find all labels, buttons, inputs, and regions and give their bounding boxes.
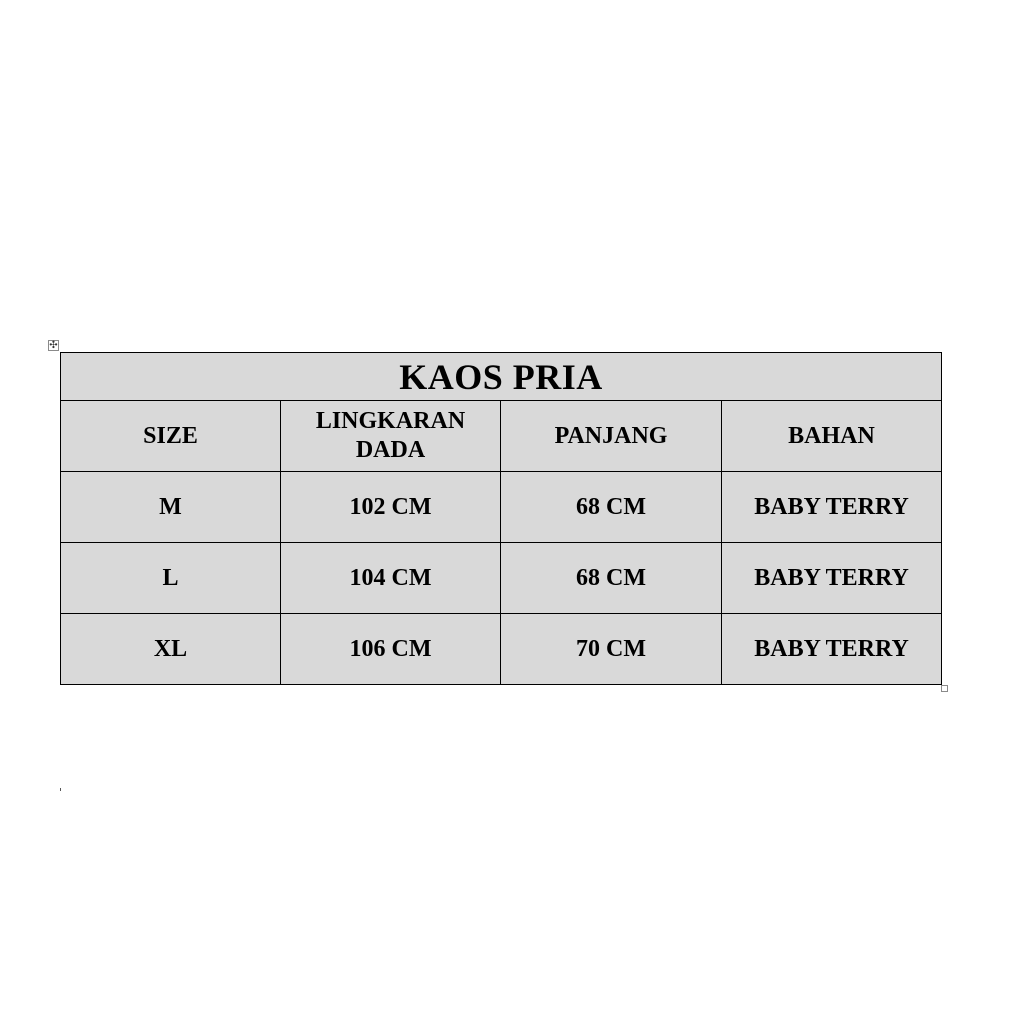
header-lingkaran-dada: LINGKARAN DADA bbox=[281, 401, 501, 472]
table-title: KAOS PRIA bbox=[61, 353, 942, 401]
header-size: SIZE bbox=[61, 401, 281, 472]
table-resize-icon[interactable] bbox=[941, 685, 948, 692]
cell-panjang: 70 CM bbox=[501, 614, 722, 685]
table-row bbox=[61, 543, 942, 614]
cell-size: XL bbox=[61, 614, 281, 685]
cell-bahan: BABY TERRY bbox=[722, 543, 942, 614]
cell-size: L bbox=[61, 543, 281, 614]
table-header-row bbox=[61, 401, 942, 472]
cell-bahan: BABY TERRY bbox=[722, 472, 942, 543]
cell-panjang: 68 CM bbox=[501, 472, 722, 543]
header-bahan: BAHAN bbox=[722, 401, 942, 472]
table-row bbox=[61, 614, 942, 685]
cell-bahan: BABY TERRY bbox=[722, 614, 942, 685]
cell-panjang: 68 CM bbox=[501, 543, 722, 614]
cell-lingkaran-dada: 104 CM bbox=[281, 543, 501, 614]
text-cursor bbox=[60, 788, 61, 791]
cell-size: M bbox=[61, 472, 281, 543]
cell-lingkaran-dada: 106 CM bbox=[281, 614, 501, 685]
cell-lingkaran-dada: 102 CM bbox=[281, 472, 501, 543]
header-panjang: PANJANG bbox=[501, 401, 722, 472]
table-row bbox=[61, 472, 942, 543]
table-title-row bbox=[61, 353, 942, 401]
size-chart-table bbox=[60, 352, 942, 685]
table-move-icon[interactable]: ✣ bbox=[49, 339, 58, 351]
